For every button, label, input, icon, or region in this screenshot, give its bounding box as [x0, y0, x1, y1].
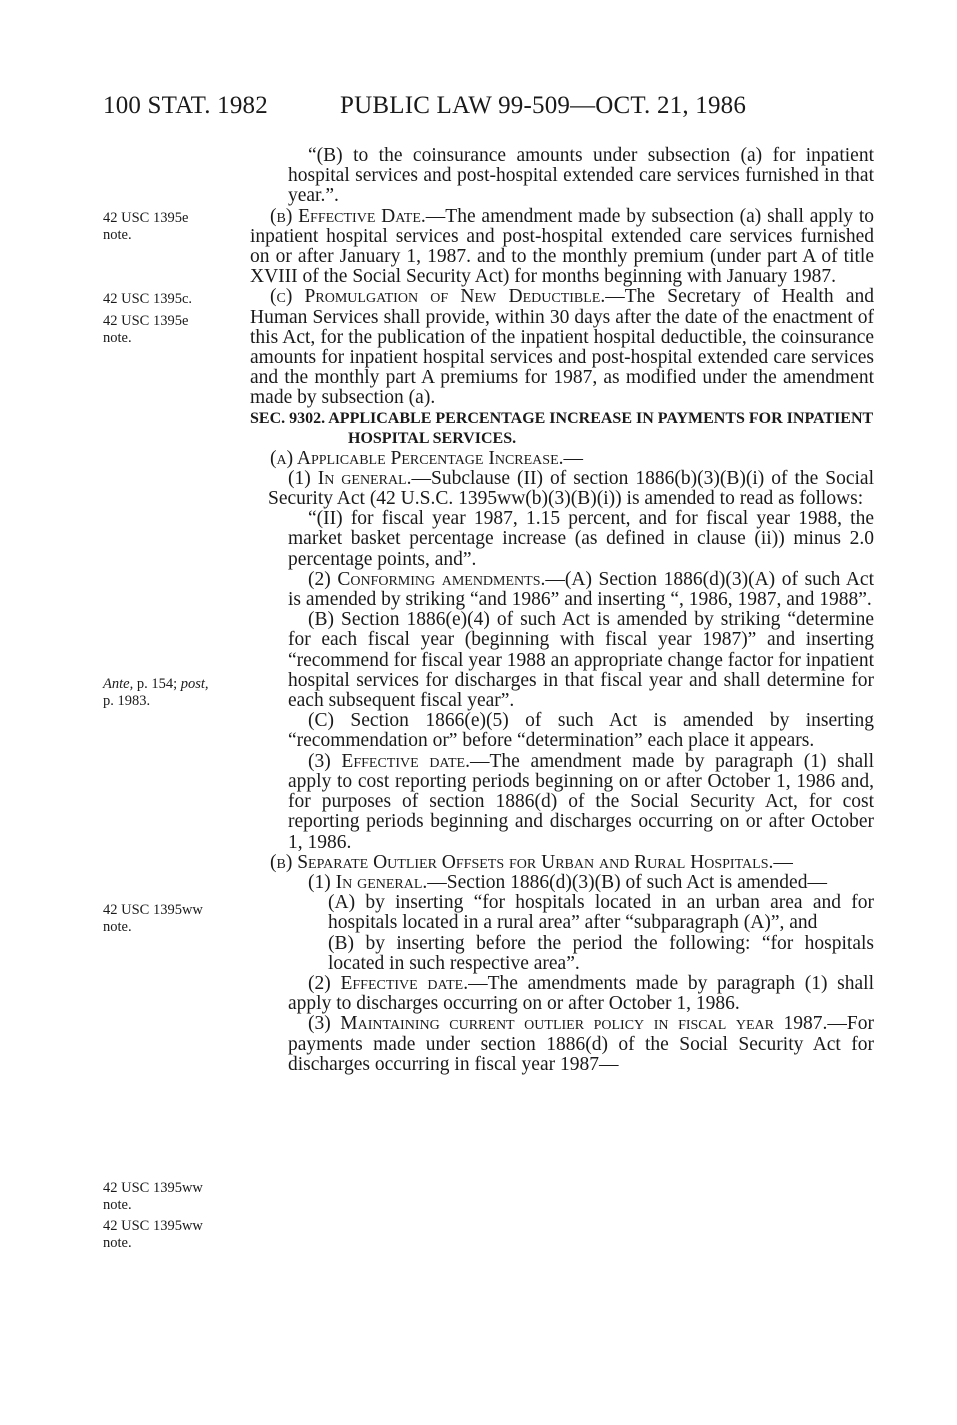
margin-note-usc-1395ww-c: 42 USC 1395ww note.: [103, 1218, 203, 1251]
section-heading: SEC. 9302. APPLICABLE PERCENTAGE INCREASE IN PAYMENTS FOR INPATIENT HOSPITAL SERVICES.: [250, 409, 873, 447]
paragraph-b3: (3) Maintaining current outlier policy in fiscal year 1987.—For payments made under section 1886(d) of the Social Security Act for discharges occurring in fiscal year 1987—: [288, 1013, 874, 1075]
running-header: PUBLIC LAW 99-509—OCT. 21, 1986: [340, 92, 747, 119]
stat-page-number: 100 STAT. 1982: [103, 92, 268, 119]
paragraph-a2: (2) Conforming amendments.—(A) Section 1886(d)(3)(A) of such Act is amended by striking “and 1986” and inserting “, 1986, 1987, and 1988”.: [288, 568, 875, 611]
paragraph-b1a: (A) by inserting “for hospitals located in an urban area and for hospitals located in a rural area” after “subparagraph (A)”, and: [328, 892, 874, 934]
margin-note-ante-post: Ante, p. 154; post, p. 1983.: [103, 676, 209, 709]
paragraph-a2c: (C) Section 1866(e)(5) of such Act is amended by inserting “recommendation or” before “determination” each place it appears.: [288, 710, 874, 752]
paragraph-a1-quote: “(II) for fiscal year 1987, 1.15 percent, and for fiscal year 1988, the market basket percentage increase (as defined in clause (ii)) minus 2.0 percentage points, and”.: [288, 508, 874, 570]
paragraph-a3: (3) Effective date.—The amendment made by paragraph (1) shall apply to cost reporting periods beginning on or after October 1, 1986 and, for purposes of section 1886(d) of the Social Security Act, for cost reporting periods beginning and discharges occurring on or after October 1, 1986.: [288, 750, 874, 853]
margin-note-usc-1395c: 42 USC 1395c.: [103, 291, 193, 307]
subsection-a-heading: (a) Applicable Percentage Increase.—: [270, 447, 583, 469]
paragraph-b1: (1) In general.—Section 1886(d)(3)(B) of such Act is amended—: [308, 871, 827, 893]
paragraph-effective-date: (b) Effective Date.—The amendment made by subsection (a) shall apply to inpatient hospital services and post-hospital extended care services furnished on or after January 1, 1987. and to the monthly premium (under part A of title XVIII of the Social Security Act) for months beginning with January 1987.: [250, 205, 874, 288]
paragraph-a2b: (B) Section 1886(e)(4) of such Act is amended by striking “determine for each fiscal year (beginning with fiscal year 1987)” and inserting “recommend for fiscal year 1988 an appropriate change factor for inpatient hospital services for discharges in that fiscal year and shall determine for each subsequent fiscal year”.: [288, 609, 874, 712]
margin-note-usc-1395e: 42 USC 1395e note.: [103, 210, 189, 243]
margin-note-usc-1395ww-a: 42 USC 1395ww note.: [103, 902, 203, 935]
paragraph-coinsurance: “(B) to the coinsurance amounts under subsection (a) for inpatient hospital services and post-hospital extended care services furnished in that year.”.: [288, 145, 874, 207]
paragraph-b1b: (B) by inserting before the period the following: “for hospitals located in such respective area”.: [328, 932, 874, 974]
subsection-b-heading: (b) Separate Outlier Offsets for Urban and Rural Hospitals.—: [270, 851, 793, 873]
paragraph-a1: (1) In general.—Subclause (II) of section 1886(b)(3)(B)(i) of the Social Security Act (42 U.S.C. 1395ww(b)(3)(B)(i)) is amended to read as follows:: [268, 467, 875, 510]
margin-note-usc-1395ww-b: 42 USC 1395ww note.: [103, 1180, 203, 1213]
paragraph-b2: (2) Effective date.—The amendments made by paragraph (1) shall apply to discharges occurring on or after October 1, 1986.: [288, 972, 874, 1015]
margin-note-usc-1395e-b: 42 USC 1395e note.: [103, 313, 189, 346]
statute-body: [250, 146, 874, 1075]
paragraph-promulgation: (c) Promulgation of New Deductible.—The Secretary of Health and Human Services shall provide, within 30 days after the date of the enactment of this Act, for the publication of the inpatient hospital deductible, the coinsurance amounts for inpatient hospital services and post-hospital extended care services and the monthly part A premiums for 1987, as modified under the amendment made by subsection (a).: [250, 286, 874, 409]
